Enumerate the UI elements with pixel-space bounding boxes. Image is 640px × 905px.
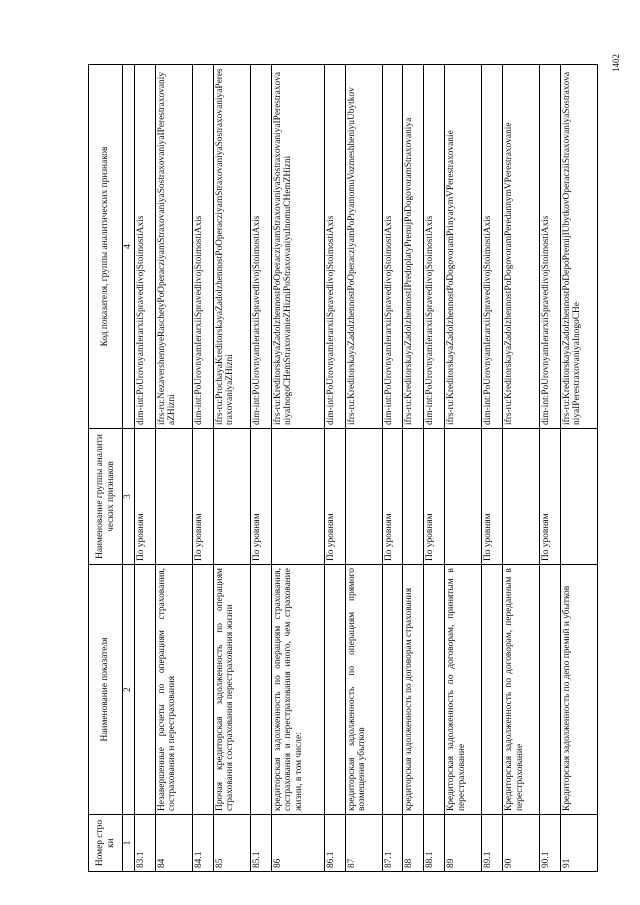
row-number-cell: 84	[155, 815, 192, 872]
header-indicator-name: Наименование показателя	[89, 565, 123, 815]
indicator-code-cell: ifrs-ru:KreditorskayaZadolzhennostPoDogovoramPrinyatymVPerestraxovanie	[445, 65, 482, 429]
table-row	[271, 65, 324, 872]
row-number-cell: 87.1	[382, 815, 403, 872]
row-number-cell: 90	[503, 815, 540, 872]
indicator-name-cell: Кредиторская задолженность по договорам, принятым в перестрахование	[445, 565, 482, 815]
row-number-cell: 84.1	[192, 815, 213, 872]
column-number: 4	[123, 65, 135, 429]
indicator-code-cell: dim-int:PoUrovnyamIerarxiiSpravedlivojStoimostiAxis	[382, 65, 403, 429]
group-name-cell	[503, 428, 540, 564]
indicator-code-cell: ifrs-ru:KreditorskayaZadolzhennostPoOperacziyamPoPryamomuVozmeshheniyuUbytkov	[345, 65, 382, 429]
column-number: 2	[123, 565, 135, 815]
row-number-cell: 89.1	[482, 815, 503, 872]
rotated-page	[88, 64, 598, 872]
table-row	[445, 65, 482, 872]
group-name-cell: По уровням	[540, 428, 561, 564]
table-row	[213, 65, 250, 872]
indicator-name-cell	[382, 565, 403, 815]
group-name-cell	[271, 428, 324, 564]
table-row	[560, 65, 597, 872]
row-number-cell: 88.1	[424, 815, 445, 872]
row-number-cell: 85.1	[250, 815, 271, 872]
row-number-cell: 88	[403, 815, 424, 872]
table-row	[382, 65, 403, 872]
table-row	[324, 65, 345, 872]
row-number-cell: 86.1	[324, 815, 345, 872]
table-header-row	[89, 65, 123, 872]
header-code: Код показателя, группы аналитических признаков	[89, 65, 123, 429]
page-number: 1402	[611, 54, 621, 72]
table-row	[155, 65, 192, 872]
indicator-code-cell: dim-int:PoUrovnyamIerarxiiSpravedlivojStoimostiAxis	[192, 65, 213, 429]
group-name-cell	[403, 428, 424, 564]
header-row-number: Номер строки	[89, 815, 123, 872]
group-name-cell	[155, 428, 192, 564]
indicator-name-cell: Кредиторская задолженность по договорам, переданным в перестрахование	[503, 565, 540, 815]
row-number-cell: 86	[271, 815, 324, 872]
indicator-code-cell: dim-int:PoUrovnyamIerarxiiSpravedlivojStoimostiAxis	[424, 65, 445, 429]
group-name-cell	[560, 428, 597, 564]
group-name-cell: По уровням	[382, 428, 403, 564]
table-row	[482, 65, 503, 872]
column-number: 3	[123, 428, 135, 564]
table-row	[540, 65, 561, 872]
table-row	[135, 65, 156, 872]
indicator-code-cell: ifrs-ru:KreditorskayaZadolzhennostPoOperacziyamStraxovaniyaSostraxovaniyaIPerestraxovaniyaInogoCHemStraxovanieZHizniPoStraxovaniyuInomuCHemZHizni	[271, 65, 324, 429]
indicator-name-cell	[135, 565, 156, 815]
indicator-code-cell: ifrs-ru:KreditorskayaZadolzhennostPoDogovoramPeredannymVPerestraxovanie	[503, 65, 540, 429]
table-row	[503, 65, 540, 872]
group-name-cell: По уровням	[192, 428, 213, 564]
row-number-cell: 85	[213, 815, 250, 872]
table-row	[192, 65, 213, 872]
column-number-row	[123, 65, 135, 872]
indicator-name-cell: кредиторская задолженность по договорам страхования	[403, 565, 424, 815]
group-name-cell: По уровням	[324, 428, 345, 564]
indicator-code-cell: dim-int:PoUrovnyamIerarxiiSpravedlivojStoimostiAxis	[135, 65, 156, 429]
table-row	[424, 65, 445, 872]
indicator-code-cell: dim-int:PoUrovnyamIerarxiiSpravedlivojStoimostiAxis	[324, 65, 345, 429]
row-number-cell: 90.1	[540, 815, 561, 872]
indicator-name-cell: кредиторская задолженность по операциям прямого возмещения убытков	[345, 565, 382, 815]
table-row	[403, 65, 424, 872]
group-name-cell: По уровням	[482, 428, 503, 564]
row-number-cell: 87	[345, 815, 382, 872]
table-row	[345, 65, 382, 872]
indicator-code-cell: ifrs-ru:ProchayaKreditorskayaZadolzhennostPoOperacziyamStraxovaniyaSostraxovaniyaPerestraxovaniyaZHizni	[213, 65, 250, 429]
column-number: 1	[123, 815, 135, 872]
indicator-name-cell	[482, 565, 503, 815]
table-row	[250, 65, 271, 872]
indicator-code-cell: dim-int:PoUrovnyamIerarxiiSpravedlivojStoimostiAxis	[250, 65, 271, 429]
group-name-cell: По уровням	[250, 428, 271, 564]
group-name-cell	[213, 428, 250, 564]
group-name-cell: По уровням	[424, 428, 445, 564]
indicator-name-cell	[324, 565, 345, 815]
indicator-name-cell	[192, 565, 213, 815]
group-name-cell	[445, 428, 482, 564]
indicator-table	[88, 64, 598, 872]
group-name-cell: По уровням	[135, 428, 156, 564]
indicator-code-cell: ifrs-ru:KreditorskayaZadolzhennostIPredoplatyPremijPoDogovoramStraxovaniya	[403, 65, 424, 429]
indicator-code-cell: ifrs-ru:NezavershennyeRaschetyPoOperacziyamStraxovaniyaSostraxovaniyaIPerestraxovaniyaZHizni	[155, 65, 192, 429]
row-number-cell: 91	[560, 815, 597, 872]
group-name-cell	[345, 428, 382, 564]
indicator-name-cell: Прочая кредиторская задолженность по операциям страхования сострахования перестрахования жизни	[213, 565, 250, 815]
indicator-code-cell: dim-int:PoUrovnyamIerarxiiSpravedlivojStoimostiAxis	[482, 65, 503, 429]
indicator-name-cell	[540, 565, 561, 815]
indicator-name-cell	[250, 565, 271, 815]
indicator-code-cell: ifrs-ru:KreditorskayaZadolzhennostPoDepoPremijIUbytkovOperacziiStraxovaniyaSostraxovaniyaIPerestraxovaniyaInogoCHe	[560, 65, 597, 429]
indicator-name-cell: Кредиторская задолженность по депо премий и убытков	[560, 565, 597, 815]
indicator-name-cell: Незавершенные расчеты по операциям страхования, сострахования и перестрахования	[155, 565, 192, 815]
row-number-cell: 83.1	[135, 815, 156, 872]
indicator-name-cell	[424, 565, 445, 815]
header-group-name: Наименование группы аналитических признаков	[89, 428, 123, 564]
indicator-code-cell: dim-int:PoUrovnyamIerarxiiSpravedlivojStoimostiAxis	[540, 65, 561, 429]
row-number-cell: 89	[445, 815, 482, 872]
indicator-name-cell: кредиторская задолженность по операциям страхования, сострахования и перестрахования иного, чем страхование жизни, в том числе:	[271, 565, 324, 815]
